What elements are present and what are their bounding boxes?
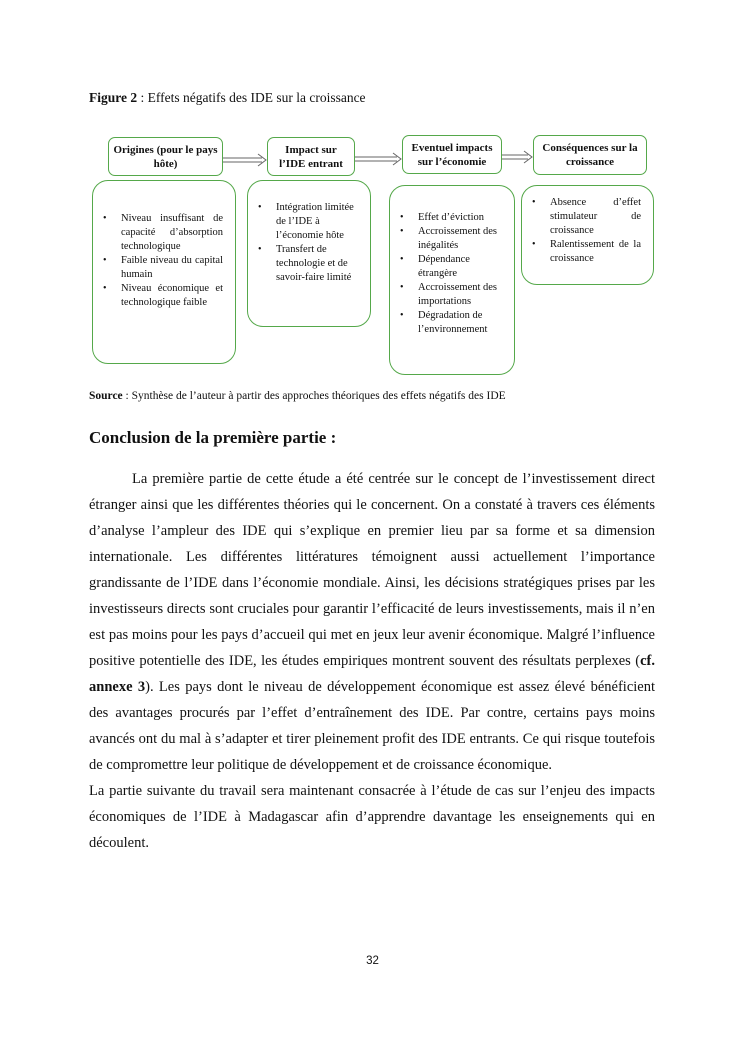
annex-reference: cf. annexe 3 — [89, 653, 655, 695]
section-title: Conclusion de la première partie : — [89, 428, 337, 447]
list-item: • Niveau économique et technologique faible — [121, 282, 223, 310]
list-item: • Dépendance étrangère — [418, 253, 504, 281]
list-item: • Transfert de technologie et de savoir-faire limité — [276, 243, 364, 285]
paragraph: La partie suivante du travail sera maintenant consacrée à l’étude de cas sur l’enjeu des impacts économiques de l’IDE à Madagascar afin d’apprendre davantage les enseignements qui en découlent. — [89, 783, 655, 851]
list-item: • Accroissement des importations — [418, 281, 504, 309]
paragraph: La première partie de cette étude a été centrée sur le concept de l’investissement direct étranger ainsi que les différentes théories qui le concernent. On a constaté à travers ces éléments d’analyse l’ampleur des IDE qui s’explique en premier lieu par sa forme et sa dimension internationale. Les différentes littératures témoignent aussi actuellement l’importance grandissante de l’IDE dans l’économie mondiale. Ainsi, les décisions stratégiques prises par les investisseurs directs sont cruciales pour garantir l’efficacité de leurs investissements, mais il n’en est pas moins pour les pays d’accueil qui met en jeux leur avenir économique. Malgré l’influence positive potentielle des IDE, les études empiriques montrent souvent des résultats perplexes (cf. annexe 3). Les pays dont le niveau de développement économique est assez élevé bénéficient des avantages procurés par l’effet d’entraînement des IDE. Par contre, certains pays moins avancés ont du mal à s’adapter et tirer pleinement profit des IDE entrants. Ce qui risque toutefois de compromettre leur politique de développement et de croissance économique. — [89, 471, 656, 773]
list-item: • Accroissement des inégalités — [418, 225, 504, 253]
figure-caption-text: : Effets négatifs des IDE sur la croissance — [137, 90, 366, 105]
arrow-3 — [502, 151, 532, 163]
list-item: • Intégration limitée de l’IDE à l’économie hôte — [276, 201, 364, 243]
header-origines: Origines (pour le pays hôte) — [108, 137, 223, 176]
figure-label: Figure 2 — [89, 90, 138, 105]
header-consequences: Conséquences sur la croissance — [533, 135, 647, 175]
box-origines — [92, 180, 236, 364]
list-item: • Niveau insuffisant de capacité d’absorption technologique — [121, 212, 223, 254]
list-item: • Faible niveau du capital humain — [121, 254, 223, 282]
list-item: • Absence d’effet stimulateur de croissance — [550, 196, 641, 238]
list-item: • Effet d’éviction — [418, 211, 504, 225]
header-impact-ide: Impact sur l’IDE entrant — [267, 137, 355, 176]
source-text: : Synthèse de l’auteur à partir des approches théoriques des effets négatifs des IDE — [122, 390, 506, 402]
box-impacts-economie — [389, 185, 515, 375]
page-number: 32 — [366, 955, 379, 967]
list-item: • Ralentissement de la croissance — [550, 238, 641, 266]
arrow-2 — [355, 153, 401, 165]
list-item: • Dégradation de l’environnement — [418, 309, 504, 337]
box-impact-ide — [247, 180, 371, 327]
box-consequences — [521, 185, 654, 285]
header-impacts-economie: Eventuel impacts sur l’économie — [402, 135, 502, 174]
source-label: Source — [89, 390, 123, 402]
source-note — [89, 390, 506, 402]
body-text — [89, 466, 655, 856]
arrow-1 — [223, 154, 266, 166]
